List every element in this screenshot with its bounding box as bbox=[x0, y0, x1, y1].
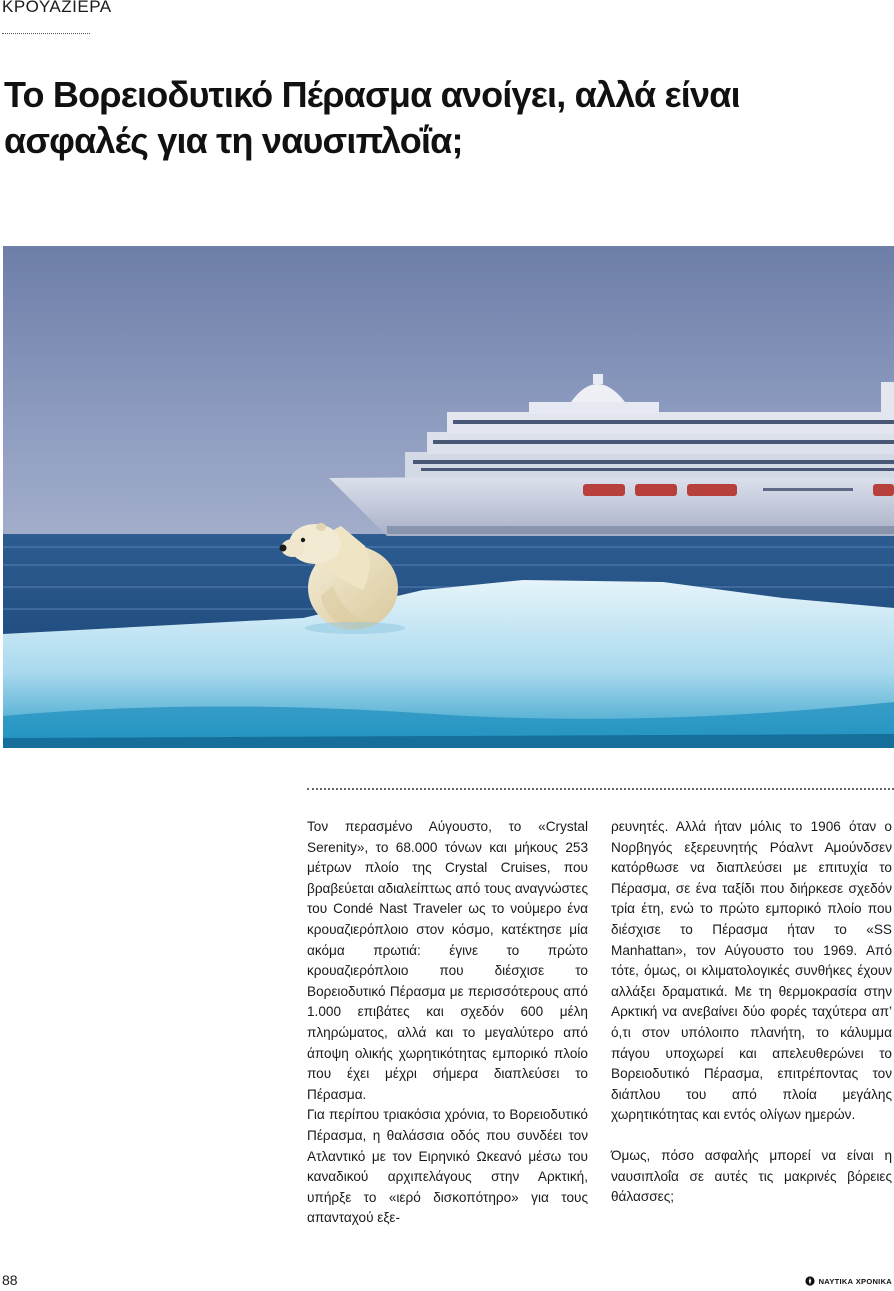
section-divider bbox=[2, 33, 90, 34]
body-divider bbox=[307, 788, 894, 790]
article-photo bbox=[3, 246, 894, 748]
article-title: Το Βορειοδυτικό Πέρασμα ανοίγει, αλλά είναι ασφαλές για τη ναυσιπλοΐα; bbox=[4, 74, 740, 161]
paragraph: ρευνητές. Αλλά ήταν μόλις το 1906 όταν ο Νορβηγός εξερευνητής Ρόαλντ Αμούνδσεν κατόρθωσε να διαπλεύσει με επιτυχία το Πέρασμα, σε ένα ταξίδι που διήρκεσε σχεδόν τρία έτη, ενώ το πρώτο εμπορικό πλοίο που διέσχισε το Πέρασμα ήταν το «SS Manhattan», τον Αύγουστο του 1969. Από τότε, όμως, οι κλιματολογικές συνθήκες έχουν αλλάξει δραματικά. Με τη θερμοκρασία στην Αρκτική να ανεβαίνει δύο φορές ταχύτερα απ’ ό,τι στον υπόλοιπο πλανήτη, το κάλυμμα πάγου υποχωρεί και απελευθερώνει το Βορειοδυτικό Πέρασμα, επιτρέποντας τον διάπλου του από πλοία μεγάλης χωρητικότητας και εντός ολίγων ημερών. bbox=[611, 819, 892, 1123]
article-column-right bbox=[611, 817, 892, 1208]
page-number: 88 bbox=[2, 1272, 18, 1288]
compass-logo-icon bbox=[805, 1276, 815, 1286]
article-column-left bbox=[307, 817, 588, 1229]
paragraph: Τον περασμένο Αύγουστο, το «Crystal Serenity», το 68.000 τόνων και μήκους 253 μέτρων πλοίο της Crystal Cruises, που βραβεύεται αδιαλείπτως από τους αναγνώστες του Condé Nast Traveler ως το νούμερο ένα κρουαζιερόπλοιο στον κόσμο, κατέκτησε μία ακόμα πρωτιά: έγινε το πρώτο κρουαζιερόπλοιο που διέσχισε το Βορειοδυτικό Πέρασμα με περισσότερους από 1.000 επιβάτες και σχεδόν 600 μέλη πληρώματος, αλλά και το μεγαλύτερο από άποψη ολικής χωρητικότητας εμπορικό πλοίο που έχει μέχρι σήμερα διαπλεύσει το Πέρασμα. bbox=[307, 819, 588, 1102]
paragraph: Για περίπου τριακόσια χρόνια, το Βορειοδυτικό Πέρασμα, η θαλάσσια οδός που συνδέει τον Ατλαντικό με τον Ειρηνικό Ωκεανό μέσω του καναδικού αρχιπελάγους στην Αρκτική, υπήρξε το «ιερό δισκοπότηρο» για τους απανταχού εξε- bbox=[307, 1107, 588, 1226]
publication-brand bbox=[805, 1276, 892, 1286]
section-label: ΚΡΟΥΑΖΙΕΡΑ bbox=[2, 0, 112, 16]
paragraph: Όμως, πόσο ασφαλής μπορεί να είναι η ναυσιπλοΐα σε αυτές τις μακρινές βόρειες θάλασσες; bbox=[611, 1147, 892, 1205]
brand-name: ΝΑΥΤΙΚΑ ΧΡΟΝΙΚΑ bbox=[818, 1276, 892, 1286]
